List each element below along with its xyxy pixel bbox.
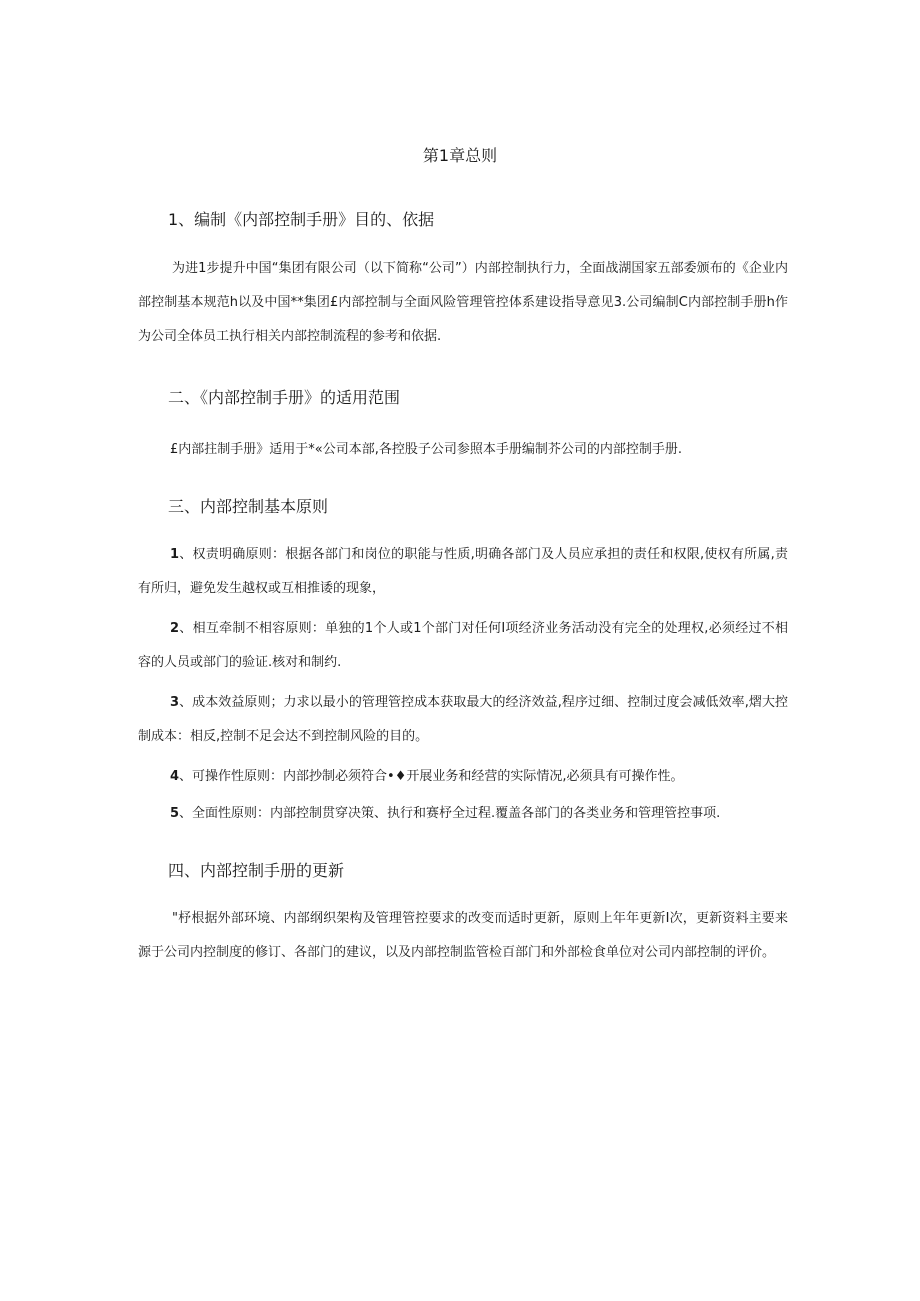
principle-number: 5 — [170, 806, 180, 821]
principle-text: 、成本效益原则；力求以最小的管理管控成本获取最大的经济效益,程序过细、控制过度会减低效率,熠大控制成本：相反,控制不足会达不到控制风险的目的。 — [138, 695, 788, 744]
section-heading-principles: 三、内部控制基本原则 — [168, 497, 329, 516]
principle-text: 、相互牵制不相容原则：单独的1个人或1个部门对任何I项经济业务活动没有完全的处理权,必须经过不相容的人员或部门的验证.核对和制约. — [138, 621, 788, 670]
principle-item — [170, 804, 720, 824]
principle-item — [170, 767, 684, 787]
section-heading-update: 四、内部控制手册的更新 — [168, 861, 345, 880]
paragraph-update — [138, 902, 788, 970]
section-heading-purpose: 1、编制《内部控制手册》目的、依据 — [168, 210, 435, 229]
paragraph-scope: £内部拄制手册》适用于*«公司本部,各控股子公司参照本手册编制芥公司的内部控制手册. — [170, 442, 682, 457]
paragraph-update-text: "杼根据外部环境、内部纲织架构及管理管控要求的改变而适时更新，原则上年年更新I次，更新资料主要来源于公司内控制度的修订、各部门的建议，以及内部控制监管检百部门和外部检食单位对公司内部控制的评价。 — [138, 911, 788, 960]
principle-number: 1 — [170, 547, 180, 562]
section-heading-scope: 二、《内部控制手册》的适用范围 — [168, 388, 401, 407]
principle-number: 4 — [170, 769, 180, 784]
paragraph-purpose-text: 为进1步提升中国“集团有限公司（以下简称“公司”）内部控制执行力，全面战湖国家五部委颁布的《企业内部控制基本规范h以及中国**集团£内部控制与全面风险管理管控体系建设指导意见3.公司编制C内部控制手册h作为公司全体员工执行相关内部控制流程的参考和依据. — [138, 261, 788, 344]
principle-item — [138, 686, 788, 754]
principle-text: 、全面性原则：内部控制贯穿决策、执行和赛杼全过程.覆盖各部门的各类业务和管理管控事项. — [179, 806, 721, 821]
chapter-title: 第1章总则 — [422, 146, 498, 165]
principle-number: 2 — [170, 621, 180, 636]
principle-text: 、权责明确原则：根据各部门和岗位的职能与性质,明确各部门及人员应承担的责任和权限,使权有所属,责有所归，避免发生越权或互相推诿的现象， — [138, 547, 788, 596]
principle-number: 3 — [170, 695, 180, 710]
principle-text: 、可操作性原则：内部抄制必须符合•♦开展业务和经营的实际情况,必须具有可操作性。 — [179, 769, 684, 784]
principle-item — [138, 612, 788, 680]
principle-item — [138, 538, 788, 606]
paragraph-purpose — [138, 252, 788, 354]
